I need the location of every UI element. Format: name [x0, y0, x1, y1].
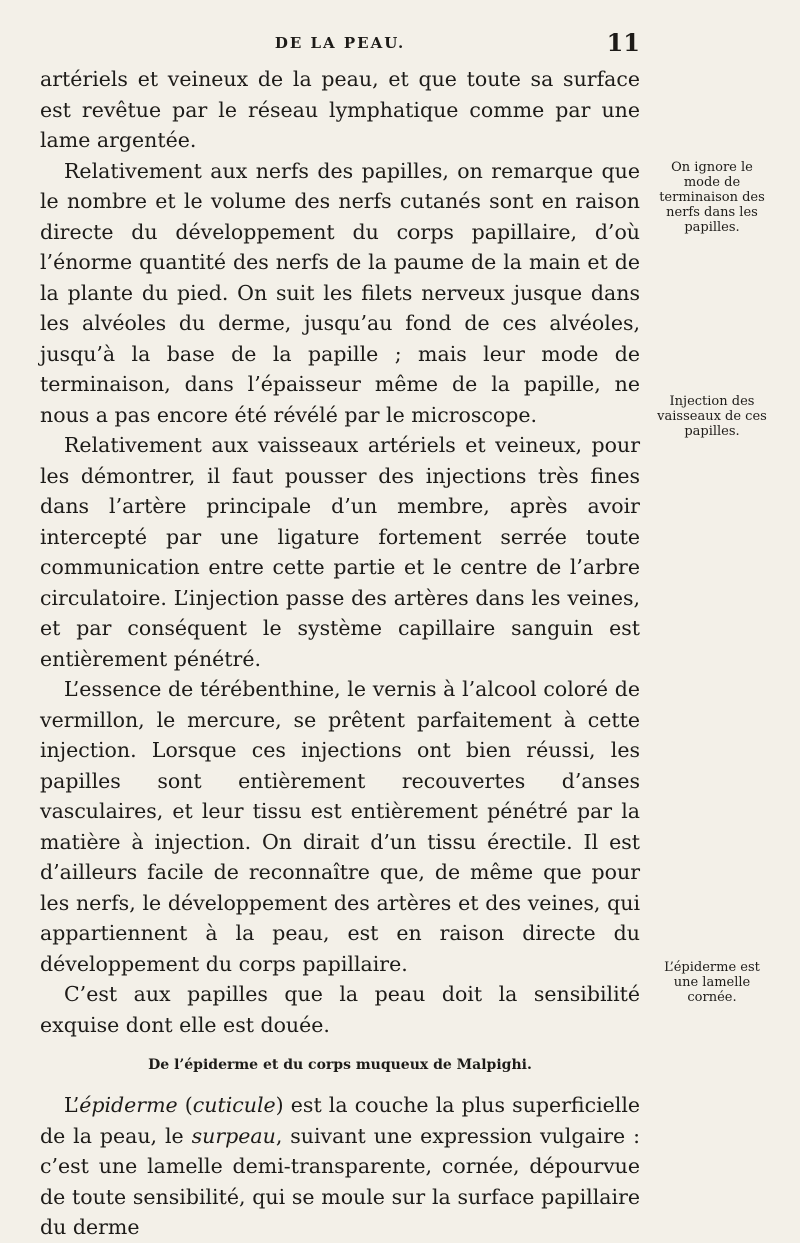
running-title: DE LA PEAU.	[274, 34, 406, 52]
paragraph: Relativement aux vaisseaux artériels et veineux, pour les démontrer, il faut pousser des injections très fines dans l’artère principale d’un membre, après avoir intercepté par une ligature fortement serrée toute communication entre cette partie et le centre de l’arbre circulatoire. L’injection passe des artères dans les veines, et par conséquent le système capillaire sanguin est entièrement pénétré.	[40, 433, 640, 671]
paragraph: Relativement aux nerfs des papilles, on remarque que le nombre et le volume des nerfs cutanés sont en raison directe du développement du corps papillaire, d’où l’énorme quantité des nerfs de la paume de la main et de la plante du pied. On suit les filets nerveux jusque dans les alvéoles du derme, jusqu’au fond de ces alvéoles, jusqu’à la base de la papille ; mais leur mode de terminaison, dans l’épaisseur même de la papille, ne nous a pas encore été révélé par le microscope.	[40, 158, 640, 427]
text-run: (	[177, 1093, 193, 1117]
paragraph: artériels et veineux de la peau, et que toute sa surface est revêtue par le réseau lymphatique comme par une lame argentée.	[40, 67, 640, 152]
margin-note: L’épiderme est une lamelle cornée.	[664, 960, 760, 1005]
page-header	[40, 28, 640, 58]
margin-note: On ignore le mode de terminaison des nerfs dans les papilles.	[659, 160, 765, 235]
section-heading: De l’épiderme et du corps muqueux de Malpighi.	[148, 1057, 532, 1073]
italic-term: surpeau	[191, 1123, 276, 1148]
paragraph	[40, 1090, 640, 1243]
page-number: 11	[606, 28, 640, 57]
text-run: , suivant une expression vulgaire : c’est une lamelle demi-transparente, cornée, dépourvue de toute sensibilité, qui se moule sur la surface papillaire du derme	[40, 1123, 640, 1239]
paragraph: C’est aux papilles que la peau doit la sensibilité exquise dont elle est douée.	[40, 982, 640, 1037]
text-run: ) est la couche la plus superficielle de la peau, le	[40, 1093, 641, 1148]
italic-term: épiderme	[79, 1093, 178, 1117]
main-text	[40, 64, 640, 1243]
text-run: L’	[64, 1093, 80, 1117]
italic-term: cuticule	[192, 1093, 276, 1117]
margin-note: Injection des vaisseaux de ces papilles.	[657, 394, 767, 439]
paragraph: L’essence de térébenthine, le vernis à l’alcool coloré de vermillon, le mercure, se prêtent parfaitement à cette injection. Lorsque ces injections ont bien réussi, les papilles sont entièrement recouvertes d’anses vasculaires, et leur tissu est entièrement pénétré par la matière à injection. On dirait d’un tissu érectile. Il est d’ailleurs facile de reconnaître que, de même que pour les nerfs, le développement des artères et des veines, qui appartiennent à la peau, est en raison directe du développement du corps papillaire.	[40, 677, 640, 976]
